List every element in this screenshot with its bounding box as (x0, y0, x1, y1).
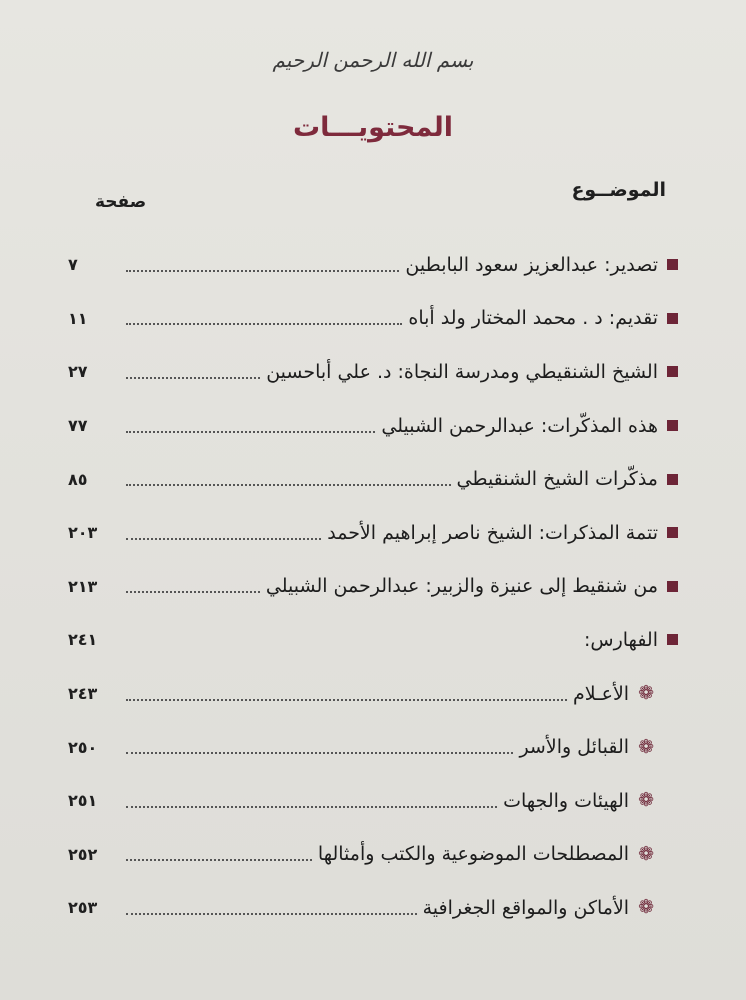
toc-entry-title: القبائل والأسر (519, 736, 630, 759)
toc-entry-title: الأعـلام (572, 682, 630, 705)
dot-leader (126, 377, 260, 379)
toc-entry-page-number: ٢٥١ (68, 791, 98, 811)
toc-entry (68, 292, 678, 346)
dot-leader (126, 699, 567, 701)
dot-leader (126, 270, 399, 272)
page-title: المحتويـــات (293, 112, 453, 143)
square-bullet-icon (667, 366, 678, 377)
toc-entry-page-number: ١١ (68, 308, 88, 328)
toc-entry (68, 881, 678, 935)
dot-leader (126, 323, 402, 325)
square-bullet-icon (667, 474, 678, 485)
toc-entry-page-number: ٢٥٠ (68, 737, 98, 757)
asterisk-flower-icon: ❁ (638, 789, 654, 812)
toc-entry (68, 560, 678, 614)
toc-entry (68, 667, 678, 721)
subject-column-header: الموضــوع (571, 179, 666, 201)
toc-entry (68, 774, 678, 828)
dot-leader (126, 538, 321, 540)
toc-entry-title: تصدير: عبدالعزيز سعود البابطين (405, 253, 658, 276)
toc-entry (68, 506, 678, 560)
toc-entry-title: مذكّرات الشيخ الشنقيطي (456, 468, 658, 491)
toc-entry-title: تقديم: د . محمد المختار ولد أباه (408, 307, 658, 330)
table-of-contents (68, 238, 678, 935)
toc-entry (68, 238, 678, 292)
asterisk-flower-icon: ❁ (638, 842, 654, 865)
basmala-heading: بسم الله الرحمن الرحيم (272, 48, 474, 72)
square-bullet-icon (667, 313, 678, 324)
square-bullet-icon (667, 259, 678, 270)
toc-entry-title: الهيئات والجهات (503, 789, 630, 812)
toc-entry-page-number: ٧٧ (68, 416, 88, 436)
square-bullet-icon (667, 527, 678, 538)
toc-entry-page-number: ٢٠٣ (68, 523, 98, 543)
asterisk-flower-icon: ❁ (638, 735, 654, 758)
dot-leader (126, 806, 497, 808)
asterisk-flower-icon: ❁ (638, 896, 654, 919)
toc-entry-page-number: ٨٥ (68, 469, 88, 489)
toc-entry (68, 720, 678, 774)
toc-entry-page-number: ٢٤٣ (68, 684, 98, 704)
toc-entry-title: تتمة المذكرات: الشيخ ناصر إبراهيم الأحمد (327, 521, 658, 544)
toc-entry-title: الفهارس: (584, 628, 658, 651)
dot-leader (126, 752, 513, 754)
toc-entry-page-number: ٢٤١ (68, 630, 98, 650)
dot-leader (126, 859, 312, 861)
toc-entry (68, 828, 678, 882)
toc-entry (68, 613, 678, 667)
toc-entry-page-number: ٢٥٢ (68, 844, 98, 864)
toc-entry-title: الأماكن والمواقع الجغرافية (422, 896, 630, 919)
toc-entry-title: المصطلحات الموضوعية والكتب وأمثالها (317, 843, 630, 866)
toc-entry-page-number: ٢١٣ (68, 576, 98, 596)
toc-entry-page-number: ٢٥٣ (68, 898, 98, 918)
toc-entry (68, 345, 678, 399)
toc-entry-title: هذه المذكّرات: عبدالرحمن الشبيلي (381, 414, 658, 437)
toc-entry-title: الشيخ الشنقيطي ومدرسة النجاة: د. علي أباحسين (266, 360, 658, 383)
dot-leader (126, 591, 260, 593)
toc-entry-page-number: ٧ (68, 255, 78, 275)
toc-entry (68, 452, 678, 506)
page-column-header: صفحة (95, 192, 147, 212)
dot-leader (126, 484, 451, 486)
toc-entry-title: من شنقيط إلى عنيزة والزبير: عبدالرحمن الشبيلي (265, 575, 658, 598)
dot-leader (126, 913, 417, 915)
square-bullet-icon (667, 420, 678, 431)
toc-entry-page-number: ٢٧ (68, 362, 88, 382)
square-bullet-icon (667, 634, 678, 645)
square-bullet-icon (667, 581, 678, 592)
toc-entry (68, 399, 678, 453)
asterisk-flower-icon: ❁ (638, 682, 654, 705)
dot-leader (126, 431, 375, 433)
